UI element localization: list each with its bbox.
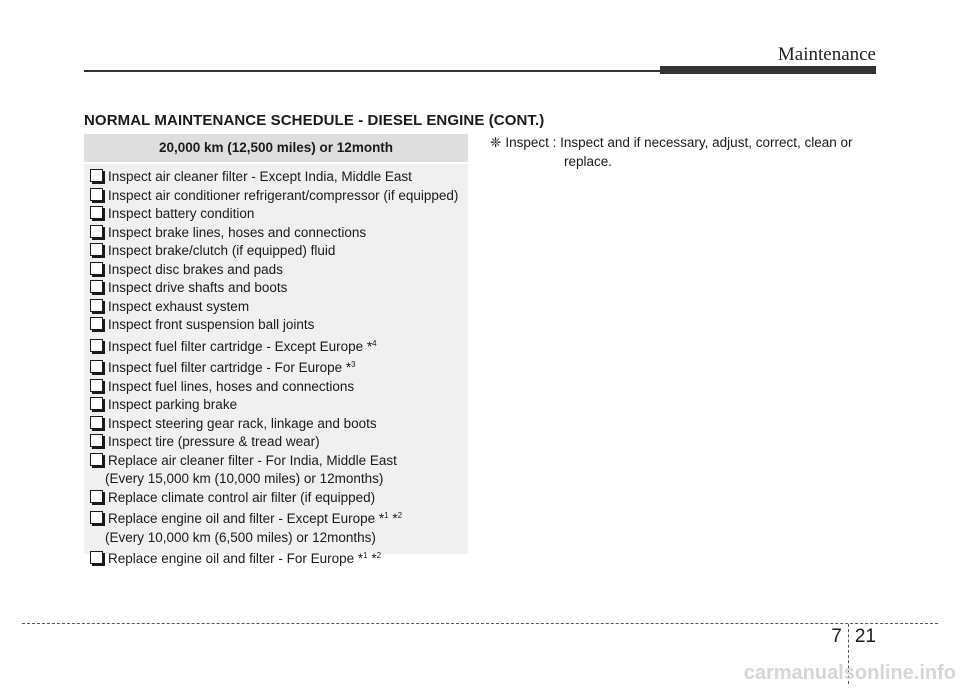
schedule-item-text: Inspect brake lines, hoses and connections	[108, 224, 367, 240]
checkbox-icon	[90, 169, 103, 182]
schedule-item-text: Inspect fuel lines, hoses and connections	[108, 378, 355, 394]
checkbox-icon	[90, 317, 103, 330]
schedule-item-text: Inspect air cleaner filter - Except India, Middle East	[108, 169, 412, 184]
schedule-item	[90, 224, 468, 243]
inspect-note	[490, 134, 880, 171]
schedule-item	[90, 378, 468, 397]
schedule-item	[90, 507, 468, 529]
checkbox-icon	[90, 360, 103, 373]
inspect-note-line2: replace.	[564, 153, 613, 169]
schedule-item-text: Inspect exhaust system	[108, 298, 250, 314]
footnote-ref: 4	[372, 338, 377, 348]
schedule-item-text: Inspect disc brakes and pads	[108, 261, 283, 277]
schedule-item	[90, 261, 468, 280]
checkbox-icon	[90, 434, 103, 447]
schedule-item	[90, 356, 468, 378]
footnote-ref: 3	[351, 360, 356, 369]
section-heading: NORMAL MAINTENANCE SCHEDULE - DIESEL ENGINE (CONT.)	[84, 112, 545, 129]
schedule-item-text: Inspect parking brake	[108, 397, 238, 412]
footnote-ref: 2	[397, 511, 403, 520]
checkbox-icon	[90, 397, 103, 410]
schedule-item-text: Inspect battery condition	[108, 206, 255, 221]
schedule-item	[90, 298, 468, 317]
schedule-item-subnote: (Every 15,000 km (10,000 miles) or 12months)	[105, 471, 384, 486]
checkbox-icon	[90, 490, 103, 503]
schedule-item-text: Inspect tire (pressure & tread wear)	[108, 434, 320, 449]
schedule-item-text: Inspect front suspension ball joints	[108, 317, 315, 332]
schedule-item	[90, 242, 468, 261]
schedule-item-text: Inspect fuel filter cartridge - Except Europe *	[108, 338, 373, 354]
schedule-item	[90, 489, 468, 508]
schedule-item-text: Replace engine oil and filter - Except Europe *	[108, 511, 385, 526]
schedule-item	[90, 168, 468, 187]
note-mark-icon: ❈	[490, 135, 502, 150]
inspect-note-line1	[490, 134, 880, 153]
schedule-list	[84, 164, 468, 569]
checkbox-icon	[90, 188, 103, 201]
schedule-item-text: Inspect fuel filter cartridge - For Europe *	[108, 360, 352, 375]
schedule-item-text-extra: *	[388, 511, 398, 526]
schedule-item	[90, 205, 468, 224]
header-rule-thick	[660, 66, 876, 74]
footnote-ref: 1	[363, 551, 368, 560]
watermark: carmanualsonline.info	[743, 662, 956, 684]
schedule-item-subnote: (Every 10,000 km (6,500 miles) or 12months)	[105, 529, 376, 545]
checkbox-icon	[90, 262, 103, 275]
checkbox-icon	[90, 453, 103, 466]
checkbox-icon	[90, 379, 103, 392]
schedule-item	[90, 415, 468, 434]
checkbox-icon	[90, 551, 103, 564]
checkbox-icon	[90, 299, 103, 312]
schedule-item-text: Replace air cleaner filter - For India, Middle East	[108, 452, 397, 468]
footnote-ref: 2	[376, 551, 382, 560]
checkbox-icon	[90, 243, 103, 256]
schedule-item	[90, 187, 468, 206]
schedule-item-text: Replace engine oil and filter - For Europe *	[108, 551, 364, 566]
schedule-item	[90, 335, 468, 357]
schedule-box	[84, 134, 468, 566]
footer-dashed-rule	[22, 623, 938, 624]
schedule-item	[90, 316, 468, 335]
schedule-item-text: Inspect drive shafts and boots	[108, 280, 288, 295]
header-rule-thin	[84, 70, 662, 72]
checkbox-icon	[90, 280, 103, 293]
checkbox-icon	[90, 206, 103, 219]
page-number-value: 21	[854, 626, 876, 647]
checkbox-icon	[90, 339, 103, 352]
checkbox-icon	[90, 225, 103, 238]
chapter-number: 7	[831, 626, 842, 647]
checkbox-icon	[90, 511, 103, 524]
inspect-note-text: Inspect : Inspect and if necessary, adjust, correct, clean or	[505, 135, 853, 150]
schedule-item	[90, 547, 468, 569]
schedule-interval-header: 20,000 km (12,500 miles) or 12month	[84, 134, 468, 164]
checkbox-icon	[90, 416, 103, 429]
schedule-item-text: Inspect steering gear rack, linkage and boots	[108, 415, 377, 431]
schedule-item-text: Inspect brake/clutch (if equipped) fluid	[108, 243, 336, 258]
schedule-item-text-extra: *	[367, 551, 377, 566]
schedule-item	[90, 396, 468, 415]
page-header-title: Maintenance	[777, 44, 876, 65]
schedule-item	[90, 433, 468, 452]
footnote-ref: 1	[384, 511, 389, 520]
schedule-item	[90, 452, 468, 471]
schedule-item-text: Inspect air conditioner refrigerant/compressor (if equipped)	[108, 187, 459, 203]
schedule-item-text: Replace climate control air filter (if equipped)	[108, 489, 376, 505]
schedule-item	[90, 279, 468, 298]
